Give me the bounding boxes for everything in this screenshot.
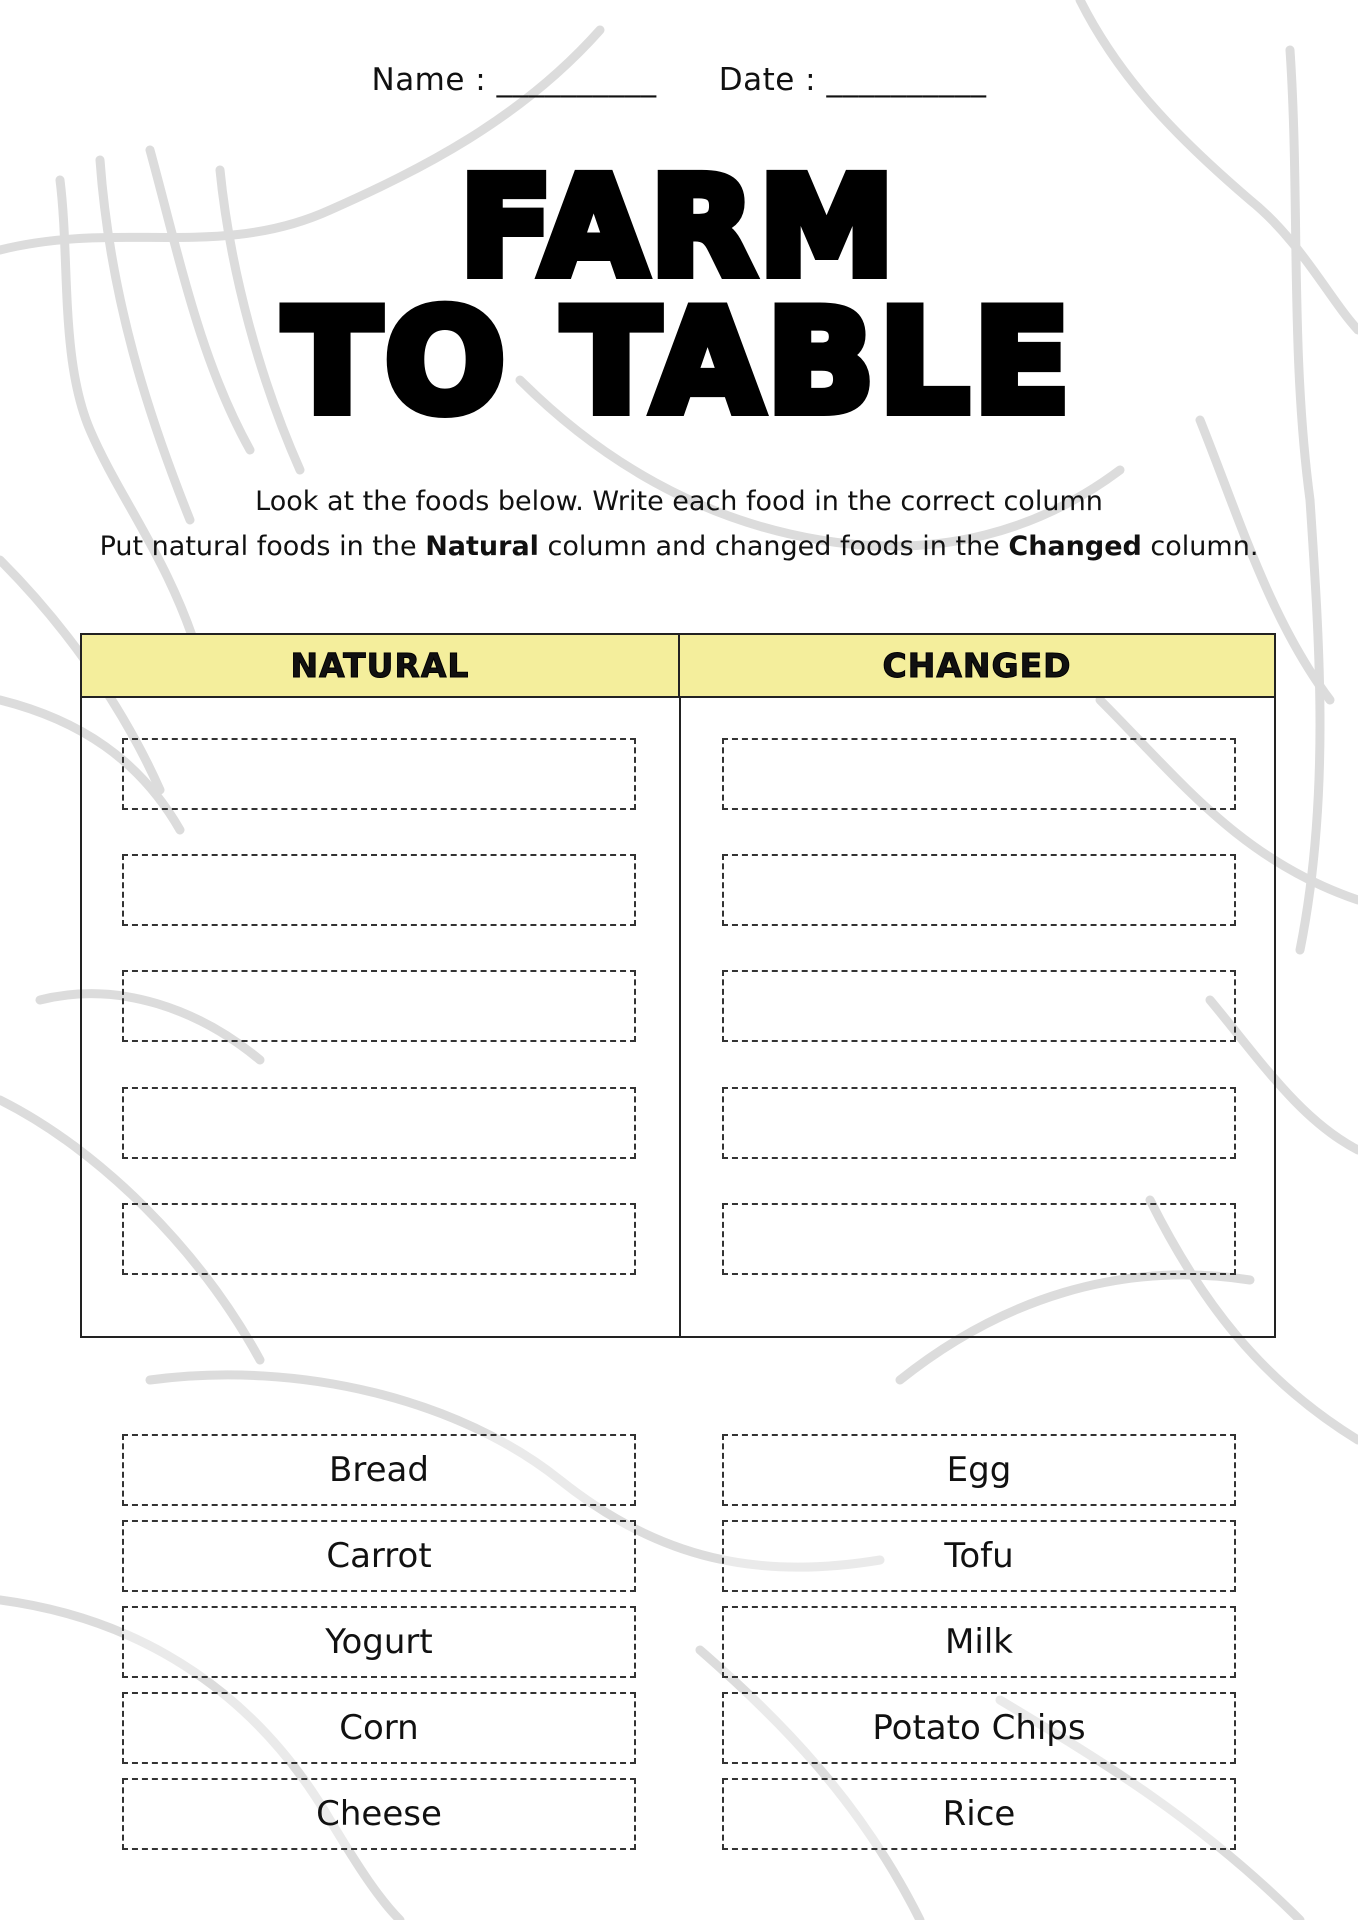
word-bank-item[interactable]: Tofu [722,1520,1236,1592]
title-line-2: TO TABLE [283,280,1075,445]
word-bank-item[interactable]: Bread [122,1434,636,1506]
word-bank-item[interactable]: Yogurt [122,1606,636,1678]
changed-answer-blank[interactable] [722,854,1236,926]
word-bank-item[interactable]: Cheese [122,1778,636,1850]
title-line-1: FARM [459,149,899,307]
natural-answer-blank[interactable] [122,1203,636,1275]
instruction-natural-bold: Natural [425,531,539,562]
word-bank-item[interactable]: Egg [722,1434,1236,1506]
name-date-line [0,62,1358,98]
natural-answer-blank[interactable] [122,738,636,810]
word-bank-item[interactable]: Corn [122,1692,636,1764]
name-field-label[interactable]: Name : __________ [371,62,657,98]
changed-answer-blank[interactable] [722,1087,1236,1159]
changed-answer-blank[interactable] [722,970,1236,1042]
natural-answer-blank[interactable] [122,1087,636,1159]
instruction-text-b: column and changed foods in the [538,531,1009,562]
instruction-line-1: Look at the foods below. Write each food in the correct column [255,486,1103,517]
changed-answer-blank[interactable] [722,1203,1236,1275]
natural-answer-blank[interactable] [122,854,636,926]
word-bank-item[interactable]: Potato Chips [722,1692,1236,1764]
changed-column-header: CHANGED [680,635,1274,698]
word-bank-item[interactable]: Rice [722,1778,1236,1850]
instruction-changed-bold: Changed [1008,531,1142,562]
instruction-text-a: Put natural foods in the [99,531,426,562]
word-bank-item[interactable]: Carrot [122,1520,636,1592]
natural-column-header: NATURAL [82,635,680,698]
word-bank-item[interactable]: Milk [722,1606,1236,1678]
instruction-text-c: column. [1141,531,1259,562]
instruction-line-2 [0,531,1358,562]
changed-answer-blank[interactable] [722,738,1236,810]
column-divider [679,698,681,1338]
natural-answer-blank[interactable] [122,970,636,1042]
date-field-label[interactable]: Date : __________ [718,62,987,98]
